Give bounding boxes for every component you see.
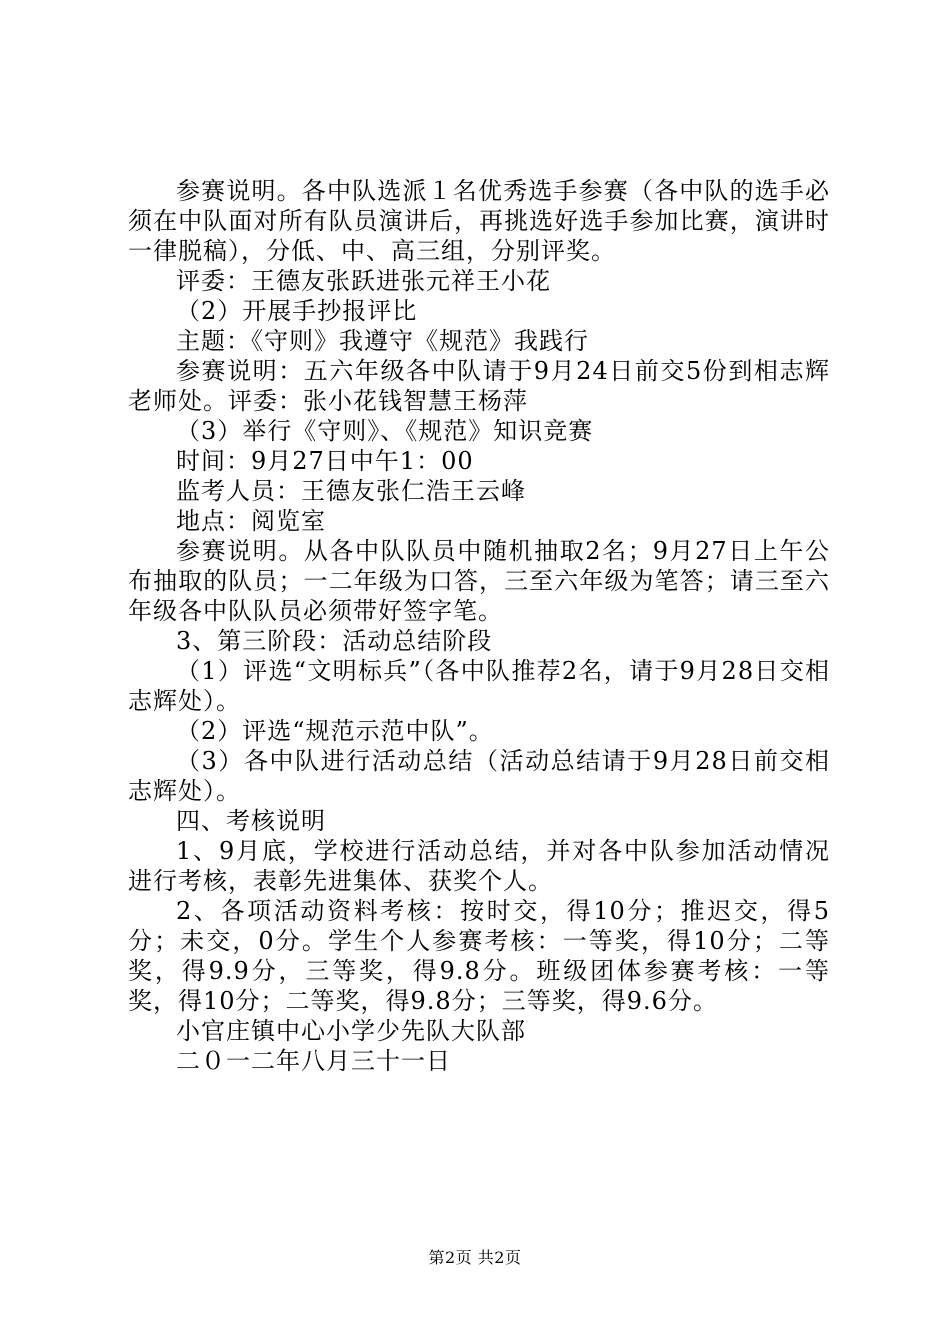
paragraph-stage-3-item-3: （3）各中队进行活动总结（活动总结请于9月28日前交相志辉处）。 xyxy=(128,747,830,805)
signature-organization: 小官庄镇中心小学少先队大队部 xyxy=(176,1017,526,1045)
paragraph-assessment-1: 1、9月底，学校进行活动总结，并对各中队参加活动情况进行考核，表彰先进集体、获奖个人。 xyxy=(128,837,830,895)
paragraph-item-3: （3）举行《守则》、《规范》知识竞赛 xyxy=(176,417,594,445)
paragraph-submission-rules: 参赛说明：五六年级各中队请于9月24日前交5份到相志辉老师处。评委：张小花钱智慧王杨萍 xyxy=(128,357,830,415)
page-number-footer: 第2页 共2页 xyxy=(428,1248,522,1267)
paragraph-time: 时间：9月27日中午1：00 xyxy=(176,447,474,475)
paragraph-item-2: （2）开展手抄报评比 xyxy=(176,297,418,325)
paragraph-theme: 主题：《守则》我遵守《规范》我践行 xyxy=(176,327,589,355)
paragraph-judges: 评委：王德友张跃进张元祥王小花 xyxy=(176,267,551,295)
paragraph-contest-rules: 参赛说明。各中队选派１名优秀选手参赛（各中队的选手必须在中队面对所有队员演讲后，再挑选好选手参加比赛，演讲时一律脱稿），分低、中、高三组，分别评奖。 xyxy=(128,177,830,265)
paragraph-stage-3-item-1: （1）评选“文明标兵”（各中队推荐2名，请于9月28日交相志辉处）。 xyxy=(128,657,830,715)
paragraph-stage-3: 3、第三阶段：活动总结阶段 xyxy=(176,627,493,655)
paragraph-proctors: 监考人员：王德友张仁浩王云峰 xyxy=(176,477,526,505)
signature-date: 二０一二年八月三十一日 xyxy=(176,1047,451,1075)
paragraph-quiz-rules: 参赛说明。从各中队队员中随机抽取2名；9月27日上午公布抽取的队员；一二年级为口答，三至六年级为笔答；请三至六年级各中队队员必须带好签字笔。 xyxy=(128,537,830,625)
paragraph-assessment-2: 2、各项活动资料考核：按时交，得10分；推迟交，得5分；未交，0分。学生个人参赛考核：一等奖，得10分；二等奖，得9.9分，三等奖，得9.8分。班级团体参赛考核：一等奖，得10分；二等奖，得9.8分；三等奖，得9.6分。 xyxy=(128,897,830,1015)
document-body xyxy=(128,176,830,1076)
section-heading-assessment: 四、考核说明 xyxy=(176,807,326,835)
paragraph-stage-3-item-2: （2）评选“规范示范中队”。 xyxy=(176,717,494,745)
paragraph-location: 地点：阅览室 xyxy=(176,507,326,535)
